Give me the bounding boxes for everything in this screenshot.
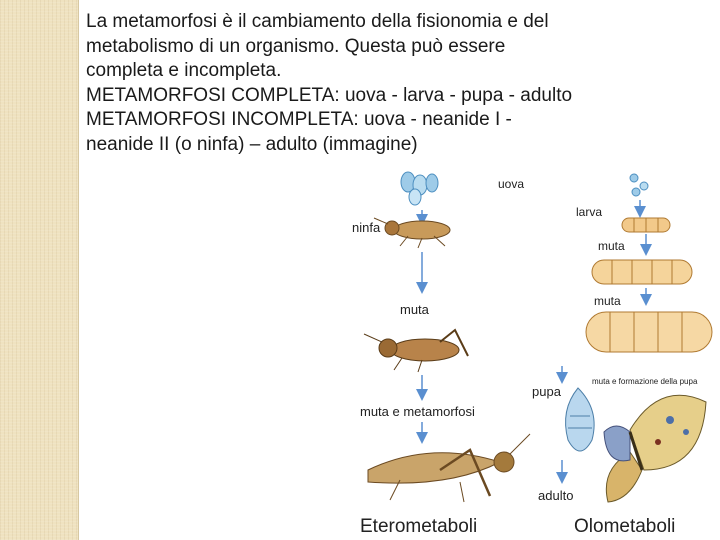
metamorphosis-diagram [330,170,720,540]
small-larva-icon [622,218,670,232]
text-line-3: completa e incompleta. [86,60,282,81]
juvenile-grasshopper-icon [364,330,468,372]
label-ninfa: ninfa [352,220,381,235]
label-muta-right-1: muta [598,239,625,253]
metamorphosis-figure [330,170,720,540]
slide-text [86,10,716,157]
label-adulto: adulto [538,488,574,503]
text-line-5: METAMORFOSI INCOMPLETA: uova - neanide I - [86,109,512,130]
pupa-icon [566,388,595,451]
label-larva: larva [576,205,603,219]
caption-olometaboli: Olometaboli [574,516,676,537]
nymph-icon [374,218,450,248]
side-strip-border [78,0,79,540]
label-muta-left: muta [400,302,429,317]
adult-grasshopper-icon [368,434,530,502]
label-pupa: pupa [532,384,561,399]
butterfly-icon [604,395,706,502]
decorative-side-strip [0,0,78,540]
medium-larva-icon [592,260,692,284]
caption-eterometaboli: Eterometaboli [360,516,478,537]
large-larva-icon [586,312,712,352]
eggs-cluster-left [401,172,438,205]
label-uova: uova [498,177,525,191]
label-muta-pupa: muta e formazione della pupa [592,377,698,386]
eggs-cluster-right [630,174,648,196]
text-line-6: neanide II (o ninfa) – adulto (immagine) [86,133,418,155]
text-line-2: metabolismo di un organismo. Questa può essere [86,35,506,57]
label-muta-metamorfosi: muta e metamorfosi [360,404,475,419]
text-line-1: La metamorfosi è il cambiamento della fisionomia e del [86,11,549,32]
label-muta-right-2: muta [594,294,621,308]
text-line-4: METAMORFOSI COMPLETA: uova - larva - pupa - adulto [86,84,573,106]
